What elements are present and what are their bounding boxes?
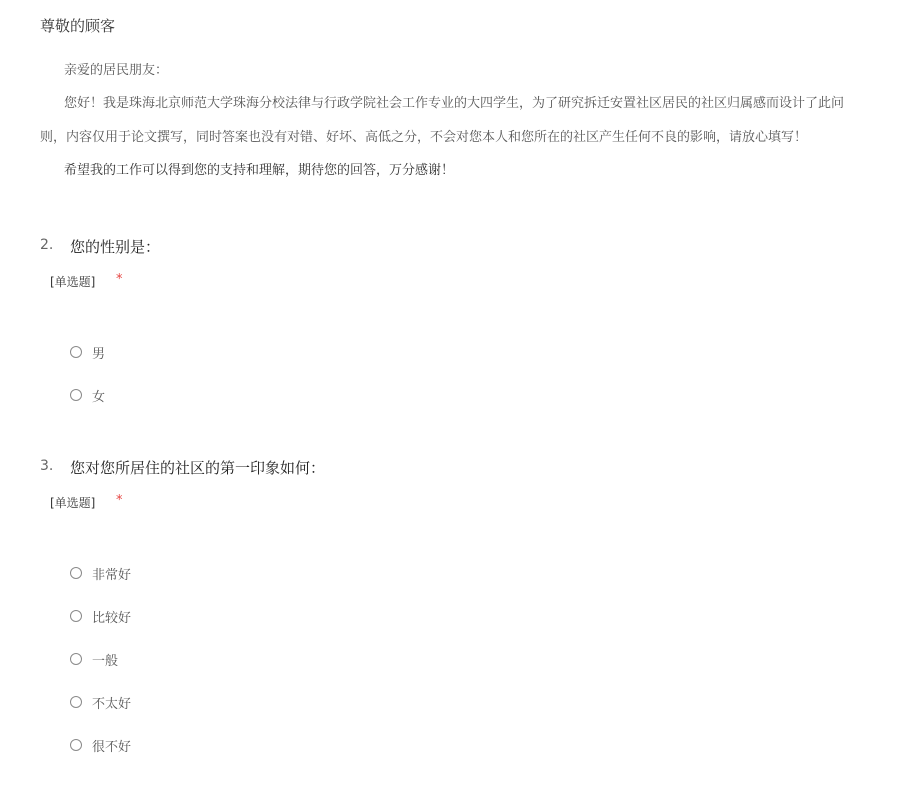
radio-button[interactable] — [70, 739, 82, 751]
option-label: 女 — [92, 389, 106, 405]
radio-button[interactable] — [70, 653, 82, 665]
radio-button[interactable] — [70, 346, 82, 358]
radio-button[interactable] — [70, 567, 82, 579]
required-mark: * — [116, 272, 123, 287]
option-female[interactable] — [70, 385, 105, 405]
radio-button[interactable] — [70, 389, 82, 401]
question-type-label: [单选题] — [50, 496, 96, 510]
option-label: 一般 — [92, 653, 119, 669]
option-label: 很不好 — [92, 739, 132, 755]
option-label: 非常好 — [92, 567, 132, 583]
page-title: 尊敬的顾客 — [40, 17, 116, 35]
option-very-bad[interactable] — [70, 735, 131, 755]
option-not-good[interactable] — [70, 692, 131, 712]
question-number: 2. — [40, 237, 54, 253]
question-type-label: [单选题] — [50, 275, 96, 289]
option-average[interactable] — [70, 649, 118, 669]
question-title: 您的性别是： — [70, 238, 161, 256]
option-very-good[interactable] — [70, 563, 131, 583]
option-fairly-good[interactable] — [70, 606, 131, 626]
intro-salutation: 亲爱的居民朋友： — [64, 63, 169, 78]
radio-button[interactable] — [70, 696, 82, 708]
intro-closing: 希望我的工作可以得到您的支持和理解，期待您的回答，万分感谢！ — [64, 163, 455, 178]
option-label: 男 — [92, 346, 106, 362]
required-mark: * — [116, 493, 123, 508]
question-number: 3. — [40, 458, 54, 474]
radio-button[interactable] — [70, 610, 82, 622]
intro-paragraph-line-2: 则，内容仅用于论文撰写，同时答案也没有对错、好坏、高低之分，不会对您本人和您所在的社区产生任何不良的影响，请放心填写！ — [40, 130, 808, 145]
option-label: 比较好 — [92, 610, 132, 626]
question-title: 您对您所居住的社区的第一印象如何： — [70, 459, 326, 477]
intro-paragraph-line-1: 您好！我是珠海北京师范大学珠海分校法律与行政学院社会工作专业的大四学生，为了研究拆迁安置社区居民的社区归属感而设计了此问 — [64, 96, 845, 111]
option-male[interactable] — [70, 342, 105, 362]
option-label: 不太好 — [92, 696, 132, 712]
